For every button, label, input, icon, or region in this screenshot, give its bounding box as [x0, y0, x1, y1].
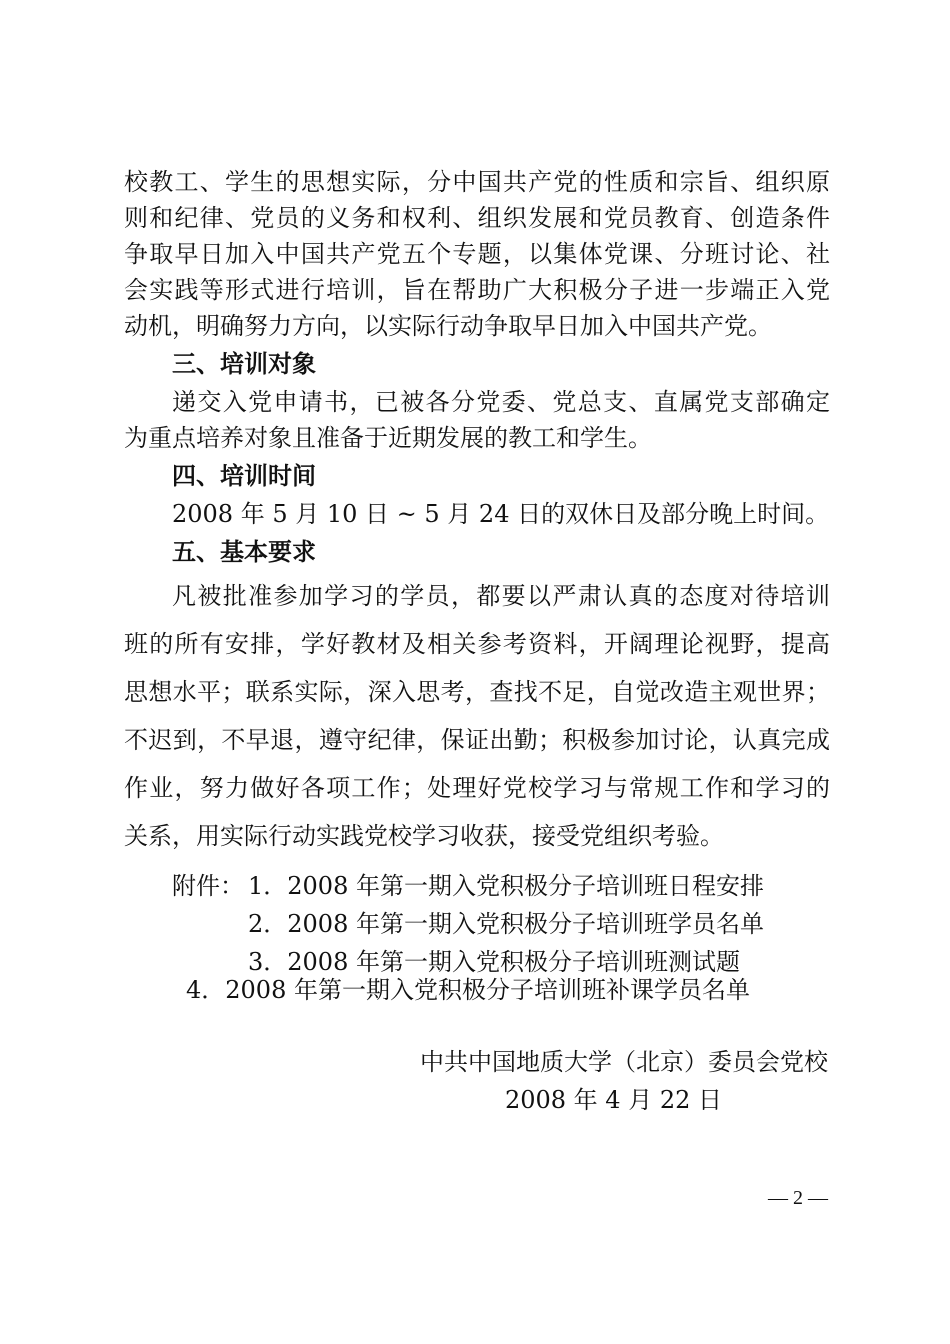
page-number: — 2 — [768, 1187, 828, 1209]
attachments-label: 附件： [172, 872, 244, 900]
section-heading: 五、基本要求 [172, 538, 316, 566]
attachment-item: 4．2008 年第一期入党积极分子培训班补课学员名单 [186, 976, 750, 1004]
paragraph-line: 递交入党申请书，已被各分党委、党总支、直属党支部确定 [172, 388, 830, 416]
signature-date: 2008 年 4 月 22 日 [504, 1086, 722, 1114]
paragraph-line: 思想水平；联系实际，深入思考，查找不足，自觉改造主观世界； [124, 678, 830, 706]
paragraph-line: 凡被批准参加学习的学员，都要以严肃认真的态度对待培训 [172, 582, 830, 610]
attachment-item: 3．2008 年第一期入党积极分子培训班测试题 [248, 948, 740, 976]
attachment-item: 2．2008 年第一期入党积极分子培训班学员名单 [248, 910, 764, 938]
paragraph-line: 争取早日加入中国共产党五个专题，以集体党课、分班讨论、社 [124, 240, 830, 268]
paragraph-line: 为重点培养对象且准备于近期发展的教工和学生。 [124, 424, 652, 452]
paragraph-line: 动机，明确努力方向，以实际行动争取早日加入中国共产党。 [124, 312, 772, 340]
paragraph-line: 关系，用实际行动实践党校学习收获，接受党组织考验。 [124, 822, 724, 850]
section-heading: 四、培训时间 [172, 462, 316, 490]
section-heading: 三、培训对象 [172, 350, 316, 378]
paragraph-line: 会实践等形式进行培训，旨在帮助广大积极分子进一步端正入党 [124, 276, 830, 304]
signature-org: 中共中国地质大学（北京）委员会党校 [420, 1048, 828, 1076]
paragraph-line: 班的所有安排，学好教材及相关参考资料，开阔理论视野，提高 [124, 630, 830, 658]
paragraph-line: 不迟到，不早退，遵守纪律，保证出勤；积极参加讨论，认真完成 [124, 726, 830, 754]
paragraph-line: 2008 年 5 月 10 日 ~ 5 月 24 日的双休日及部分晚上时间。 [172, 500, 830, 528]
paragraph-line: 作业，努力做好各项工作；处理好党校学习与常规工作和学习的 [124, 774, 830, 802]
paragraph-line: 校教工、学生的思想实际，分中国共产党的性质和宗旨、组织原 [124, 168, 830, 196]
paragraph-line: 则和纪律、党员的义务和权利、组织发展和党员教育、创造条件 [124, 204, 830, 232]
attachment-item: 1．2008 年第一期入党积极分子培训班日程安排 [248, 872, 764, 900]
